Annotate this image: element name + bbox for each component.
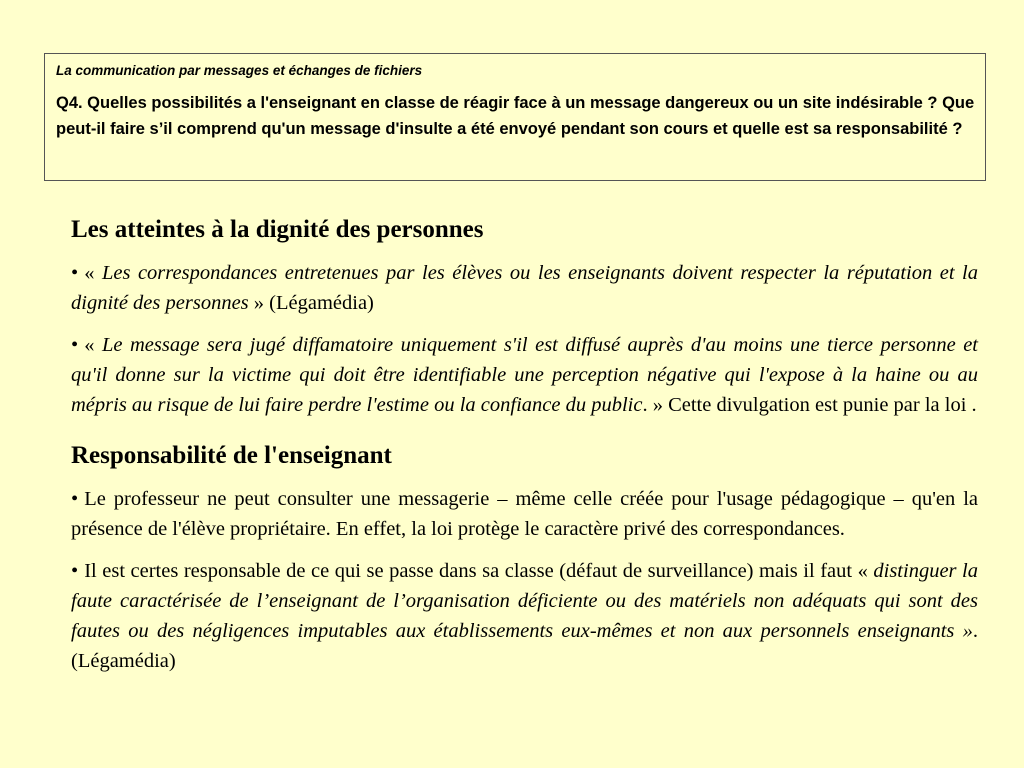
- open-quote: «: [84, 262, 102, 284]
- slide-content: [71, 214, 978, 676]
- after-text: » (Légamédia): [248, 292, 374, 314]
- after-text: . (Légamédia): [71, 620, 978, 672]
- quote-text: Les correspondances entretenues par les élèves ou les enseignants doivent respecter la réputation et la dignité des personnes: [71, 262, 978, 314]
- bullet: •: [71, 334, 79, 356]
- before-text: Il est certes responsable de ce qui se passe dans sa classe (défaut de surveillance) mais il faut «: [84, 560, 874, 582]
- open-quote: «: [84, 334, 102, 356]
- bullet: •: [71, 560, 79, 582]
- paragraph-dignity-2: [71, 330, 978, 420]
- paragraph-text: Le professeur ne peut consulter une messagerie – même celle créée pour l'usage pédagogique – qu'en la présence de l'élève propriétaire. En effet, la loi protège le caractère privé des correspondances.: [71, 488, 978, 540]
- paragraph-responsibility-1: [71, 484, 978, 544]
- quote-text: distinguer la faute caractérisée de l’enseignant de l’organisation déficiente ou des matériels non adéquats qui sont des fautes ou des négligences imputables aux établissements eux-mêmes et non aux personnels enseignants »: [71, 560, 978, 642]
- bullet: •: [71, 262, 79, 284]
- question-header-box: [44, 53, 986, 181]
- paragraph-responsibility-2: [71, 556, 978, 676]
- quote-text: Le message sera jugé diffamatoire uniquement s'il est diffusé auprès d'au moins une tierce personne et qu'il donne sur la victime qui doit être identifiable une perception négative qui l'expose à la haine ou au mépris au risque de lui faire perdre l'estime ou la confiance du public: [71, 334, 978, 416]
- bullet: •: [71, 488, 79, 510]
- section-title-responsibility: Responsabilité de l'enseignant: [71, 442, 392, 469]
- section-title-dignity: Les atteintes à la dignité des personnes: [71, 216, 484, 243]
- after-text: . » Cette divulgation est punie par la loi .: [642, 394, 977, 416]
- paragraph-dignity-1: [71, 258, 978, 318]
- header-subtitle: La communication par messages et échanges de fichiers: [56, 63, 423, 78]
- header-question: Q4. Quelles possibilités a l'enseignant en classe de réagir face à un message dangereux ou un site indésirable ? Que peut-il faire s’il comprend qu'un message d'insulte a été envoyé pendant son cours et quelle est sa responsabilité ?: [56, 94, 975, 138]
